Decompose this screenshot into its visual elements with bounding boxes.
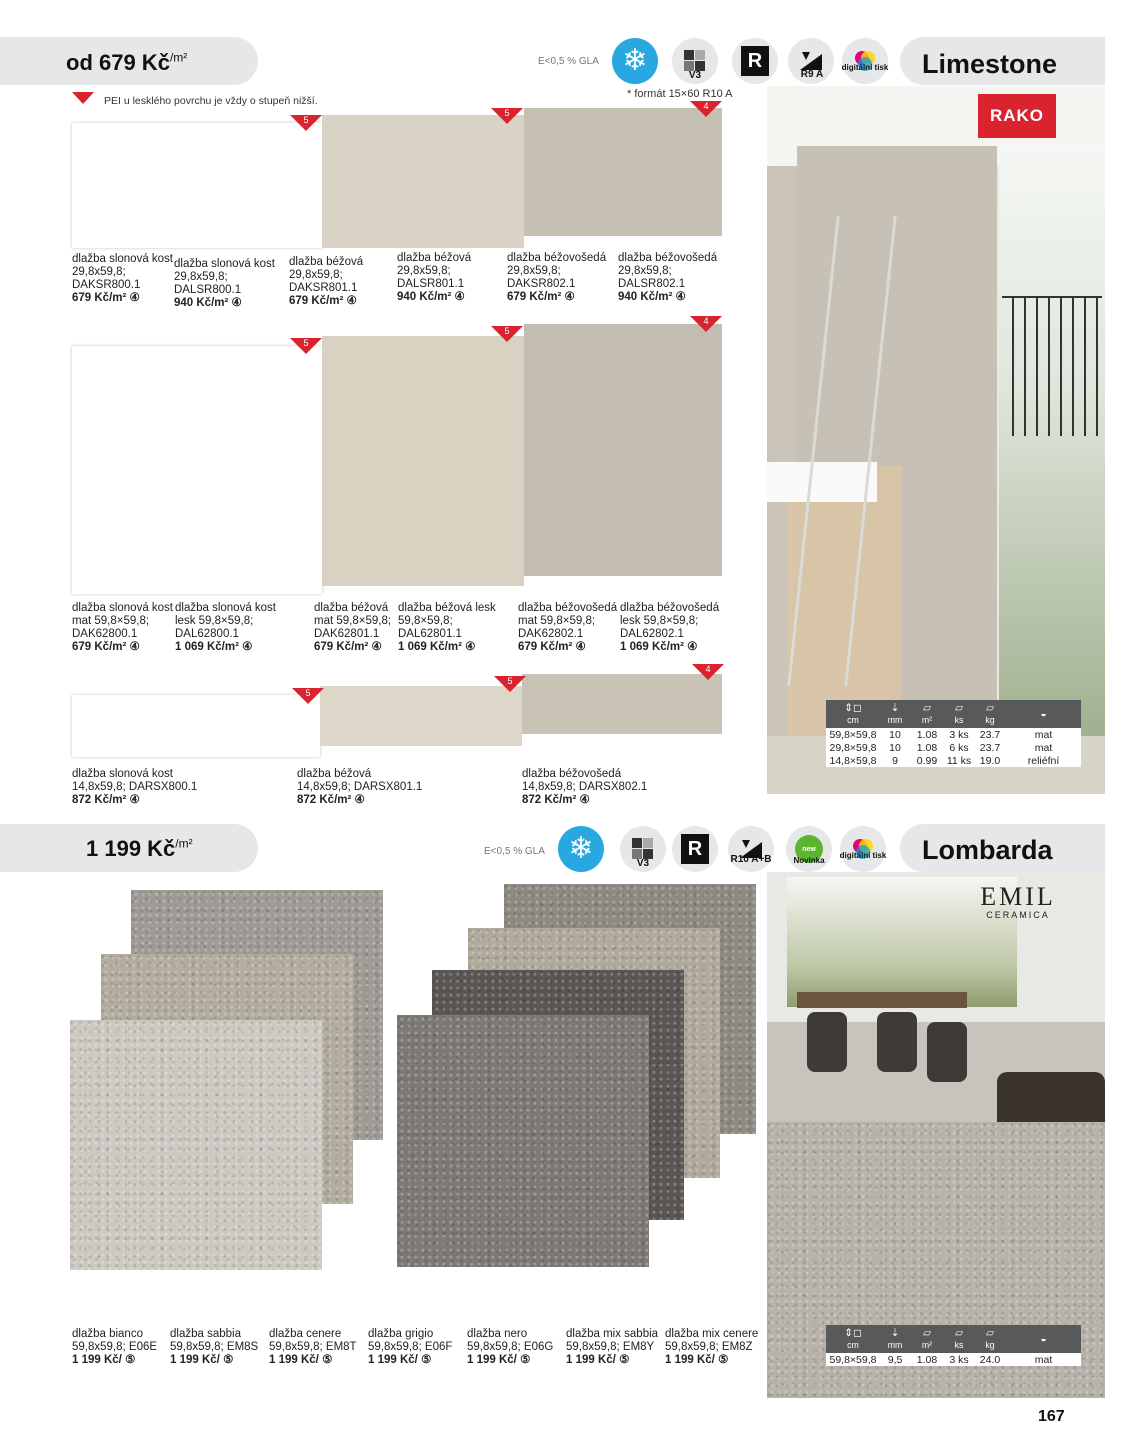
dimension-icon: ⇕◻ cm [844, 1327, 862, 1350]
product-caption: dlažba mix cenere 59,8x59,8; EM8Z 1 199 Kč/ ⑤ [665, 1328, 759, 1366]
product-caption: dlažba béžovošedá mat 59,8×59,8; DAK62802.1 679 Kč/m² ④ [518, 602, 618, 653]
page-number: 167 [1038, 1408, 1065, 1425]
product-caption: dlažba béžovošedá 14,8x59,8; DARSX802.1 872 Kč/m² ④ [522, 768, 648, 806]
tile-beige-grey-15x60 [522, 674, 722, 734]
product-caption: dlažba nero 59,8x59,8; E06G 1 199 Kč/ ⑤ [467, 1328, 554, 1366]
rectified-icon: R [732, 38, 778, 84]
product-caption: dlažba slonová kost 29,8x59,8; DAKSR800.1 679 Kč/m² ④ [72, 253, 174, 304]
v3-label: V3 [688, 70, 702, 81]
tile-bianco [70, 1020, 322, 1270]
product-caption: dlažba slonová kost 14,8x59,8; DARSX800.1 872 Kč/m² ④ [72, 768, 198, 806]
digital-print-icon [842, 38, 888, 84]
catalog-page: od 679 $Kč^{/m^2}$ E<0,5 % GLA ❄ V3 R R9 A digitální tisk Limestone * formát 15×60 R10 A PEI u lesklého povrchu je vždy o stupeň nižší. 5 5 4 dlažba slonová kost 29,8x59,8; DAKSR800.1 679 Kč/m² ④ dlažba slonová kost 29,8x59,8; DALSR800.1 940 Kč/m² ④ dlažba béžová 29,8x59,8; DAKSR801.1 679 Kč/m² ④ dlažba béžová 29,8x59,8; DALSR801.1 940 Kč/m² ④ dlažba béžovošedá 29,8x59,8; DAKSR802.1 679 Kč/m² ④ dlažba béžovošedá 29,8x59,8; DALSR802.1 940 Kč/m² ④ 5 5 4 dlažba slonová kost mat 59,8×59,8; DAK62800.1 679 Kč/m² ④ dlažba slonová kost lesk 59,8×59,8; DAL62800.1 1 069 Kč/m² ④ dlažba béžová mat 59,8×59,8; DAK62801.1 679 Kč/m² ④ dlažba béžová lesk 59,8×59,8; DAL62801.1 1 069 Kč/m² ④ dlažba béžovošedá mat 59,8×59,8; DAK62802.1 679 Kč/m² ④ dlažba béžovošedá lesk 59,8×59,8; DAL62802.1 1 069 Kč/m² ④ 5 5 4 dlažba slonová kost 14,8x59,8; DARSX800.1 872 Kč/m² ④ dlažba béžová 14,8x59,8; DARSX801.1 872 Kč/m² ④ dlažba béžovošedá 14,8x59,8; DARSX802.1 872 Kč/m² ④ RAKO ⇕◻ cm ⇣ mm ▱ m² ▱ ks ▱ kg ◒ 59,8×59,8 10 1.08 3 ks 23.7 mat 29,8×59,8 10 1.08 6 ks 23.7 mat 14,8×59,8 9 0.99 11 ks 19.0 reliéfní 1 199 $Kč^{/m^2}$ E<0,5 % GLA ❄ V3 R R10 A+B new Novinka digitální tisk Lombarda dlažba bianco 59,8x59,8; E06E 1 199 Kč/ ⑤ dlažba sabbia 59,8x59,8; EM8S 1 199 Kč/ ⑤ dlažba cenere 59,8x59,8; EM8T 1 199 Kč/ ⑤ dlažba grigio 59,8x59,8; E06F 1 199 Kč/ ⑤ dlažba nero 59,8x59,8; E06G 1 199 Kč/ ⑤ dlažba mix sabbia 59,8x59,8; EM8Y 1 199 Kč/ ⑤ dlažba mix cenere 59,8x59,8; EM8Z 1 199 Kč/ ⑤ EMIL CERAMICA ⇕◻ cm ⇣ mm ▱ m² ▱ ks ▱ kg ◒ 59,8×59,8 9,5 1.08 3 ks 24.0 mat 167 [0, 0, 1133, 1445]
series-title-limestone: Limestone [922, 49, 1058, 79]
product-caption: dlažba sabbia 59,8x59,8; EM8S 1 199 Kč/ ⑤ [170, 1328, 259, 1366]
rectified-icon: R [672, 826, 718, 872]
product-caption: dlažba béžovošedá 29,8x59,8; DAKSR802.1 679 Kč/m² ④ [507, 252, 607, 303]
surface-icon: ◒ [1040, 708, 1047, 720]
weight-icon: ▱ kg [985, 1327, 995, 1350]
spec-row: 59,8×59,8 9,5 1.08 3 ks 24.0 mat [829, 1353, 1053, 1366]
product-caption: dlažba béžovošedá lesk 59,8×59,8; DAL62802.1 1 069 Kč/m² ④ [620, 602, 720, 653]
product-caption: dlažba bianco 59,8x59,8; E06E 1 199 Kč/ ⑤ [72, 1328, 158, 1366]
rako-logo: RAKO [978, 94, 1056, 138]
tile-ivory-60x60 [72, 346, 322, 594]
product-caption: dlažba slonová kost 29,8x59,8; DALSR800.1 940 Kč/m² ④ [174, 258, 276, 309]
tile-beige-60x60 [322, 336, 524, 586]
emil-ceramica-logo: EMIL CERAMICA [980, 882, 1056, 920]
product-caption: dlažba slonová kost mat 59,8×59,8; DAK62800.1 679 Kč/m² ④ [72, 602, 174, 653]
v3-label: V3 [636, 858, 650, 869]
weight-icon: ▱ kg [985, 702, 995, 725]
spec-table-header [826, 1325, 1081, 1353]
gla-label: E<0,5 % GLA [484, 846, 545, 857]
tile-grigio [397, 1015, 649, 1267]
tile-beige-15x60 [320, 686, 522, 746]
area-icon: ▱ m² [921, 702, 933, 725]
frost-resistant-icon: ❄ [558, 826, 604, 872]
tile-beige-30x60 [322, 115, 524, 248]
dimension-icon: ⇕◻ cm [844, 702, 862, 725]
series-title-lombarda: Lombarda [922, 835, 1053, 865]
product-caption: dlažba béžovošedá 29,8x59,8; DALSR802.1 940 Kč/m² ④ [618, 252, 718, 303]
thickness-icon: ⇣ mm [887, 1327, 903, 1350]
digital-print-label: digitální tisk [839, 851, 887, 860]
warning-triangle-icon [72, 92, 94, 104]
lombarda-price: 1 199 $Kč^{/m^2}$ [86, 836, 193, 861]
new-product-icon: new [786, 826, 832, 872]
product-caption: dlažba mix sabbia 59,8x59,8; EM8Y 1 199 Kč/ ⑤ [566, 1328, 659, 1366]
product-caption: dlažba béžová 29,8x59,8; DAKSR801.1 679 Kč/m² ④ [289, 256, 364, 307]
product-caption: dlažba béžová 29,8x59,8; DALSR801.1 940 Kč/m² ④ [397, 252, 472, 303]
product-caption: dlažba grigio 59,8x59,8; E06F 1 199 Kč/ ⑤ [368, 1328, 453, 1366]
digital-print-label: digitální tisk [841, 63, 889, 72]
tile-ivory-30x60 [72, 123, 322, 248]
digital-print-icon [840, 826, 886, 872]
limestone-price: od 679 $Kč^{/m^2}$ [66, 50, 188, 75]
product-caption: dlažba béžová lesk 59,8×59,8; DAL62801.1 1 069 Kč/m² ④ [398, 602, 496, 653]
frost-resistant-icon: ❄ [612, 38, 658, 84]
pieces-icon: ▱ ks [954, 702, 964, 725]
product-caption: dlažba slonová kost lesk 59,8×59,8; DAL62800.1 1 069 Kč/m² ④ [175, 602, 277, 653]
tile-beige-grey-60x60 [524, 324, 722, 576]
gla-label: E<0,5 % GLA [538, 56, 599, 67]
r9-label: R9 A [800, 69, 824, 80]
area-icon: ▱ m² [921, 1327, 933, 1350]
spec-table-limestone [826, 700, 1081, 767]
novinka-label: Novinka [793, 856, 825, 865]
spec-table-lombarda [826, 1325, 1081, 1366]
spec-table-header [826, 700, 1081, 728]
surface-icon: ◒ [1040, 1333, 1047, 1345]
tile-ivory-15x60 [72, 695, 320, 757]
product-caption: dlažba béžová mat 59,8×59,8; DAK62801.1 679 Kč/m² ④ [314, 602, 392, 653]
r10-label: R10 A+B [730, 854, 772, 865]
pieces-icon: ▱ ks [954, 1327, 964, 1350]
product-caption: dlažba cenere 59,8x59,8; EM8T 1 199 Kč/ ⑤ [269, 1328, 357, 1366]
format-note: * formát 15×60 R10 A [627, 88, 733, 100]
bathroom-photo [767, 86, 1105, 794]
slip-resistance-icon [728, 826, 774, 872]
thickness-icon: ⇣ mm [887, 702, 903, 725]
spec-row: 59,8×59,8 10 1.08 3 ks 23.7 mat [829, 728, 1053, 741]
pei-note: PEI u lesklého povrchu je vždy o stupeň nižší. [104, 95, 318, 107]
spec-row: 14,8×59,8 9 0.99 11 ks 19.0 reliéfní [829, 754, 1060, 767]
product-caption: dlažba béžová 14,8x59,8; DARSX801.1 872 Kč/m² ④ [297, 768, 423, 806]
tile-beige-grey-30x60 [524, 108, 722, 236]
spec-row: 29,8×59,8 10 1.08 6 ks 23.7 mat [829, 741, 1053, 754]
dining-room-photo [767, 872, 1105, 1398]
